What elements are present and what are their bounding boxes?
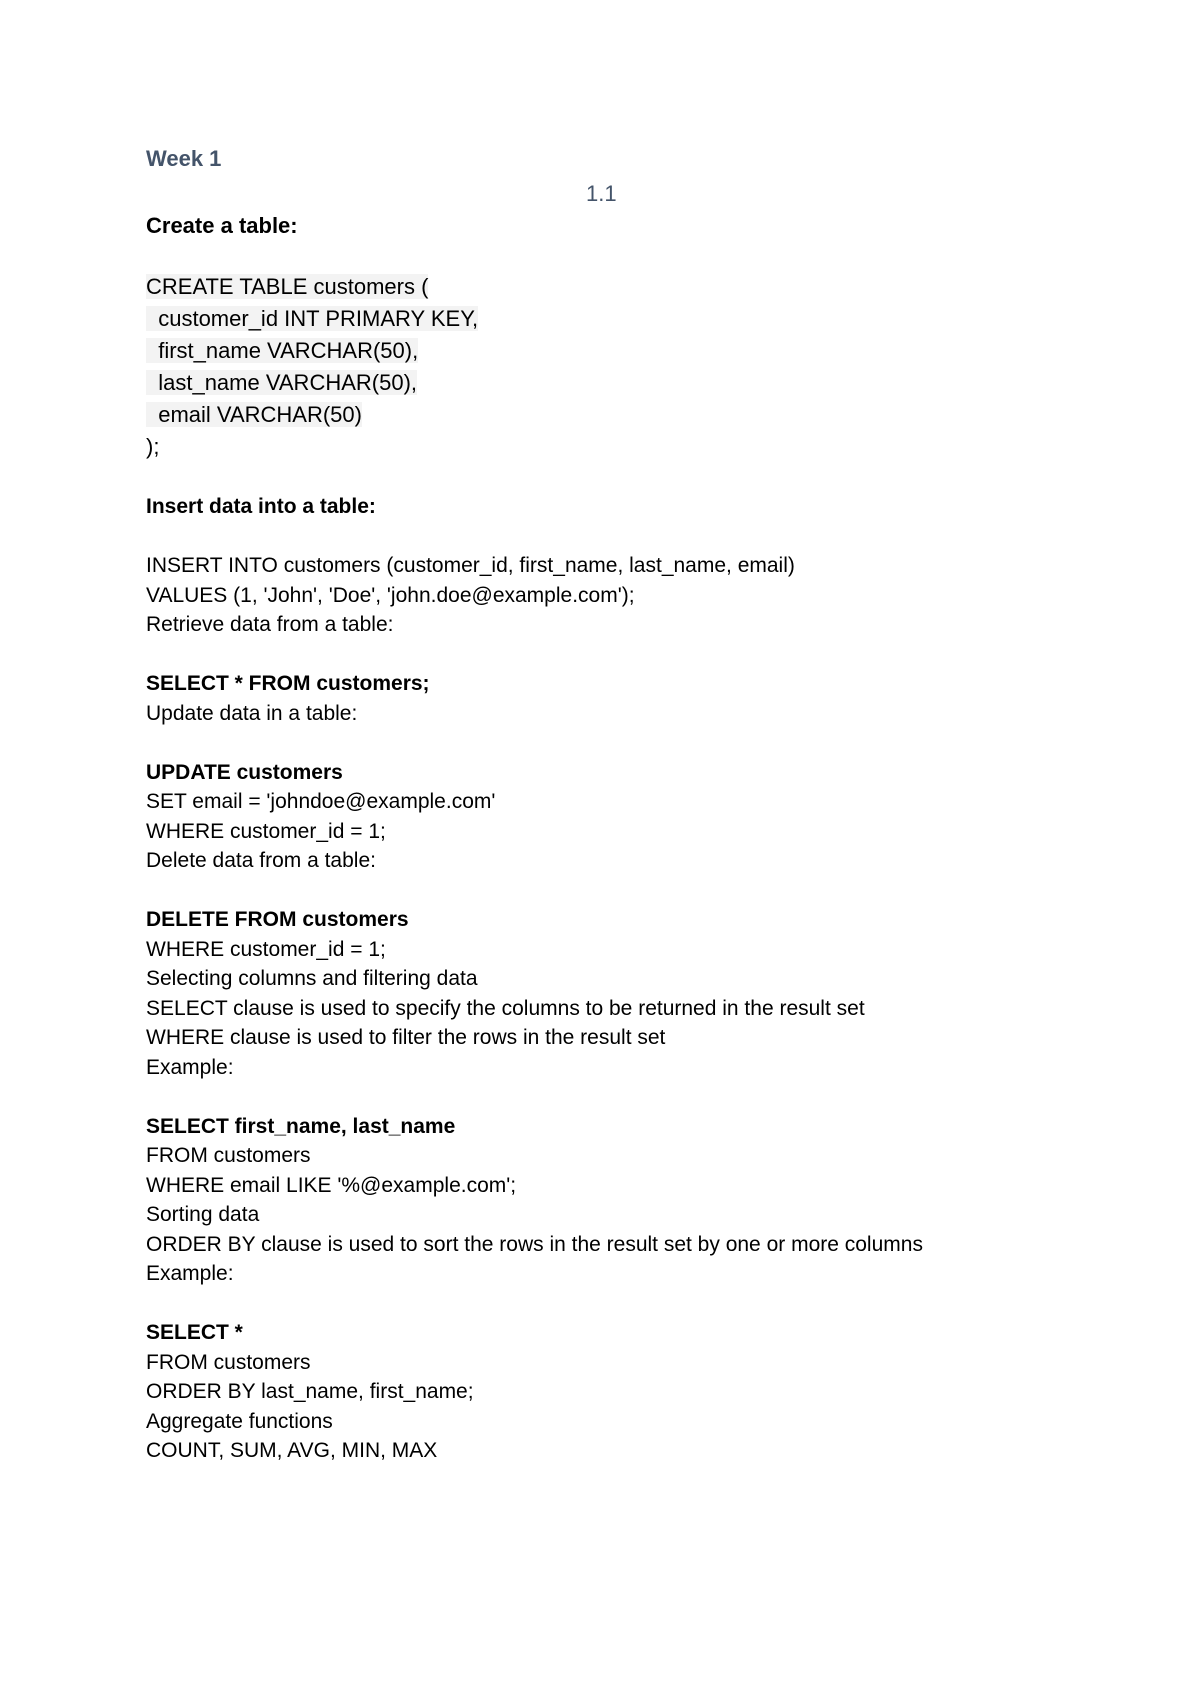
code-line: last_name VARCHAR(50), bbox=[146, 369, 418, 395]
update-statement: UPDATE customers bbox=[146, 760, 343, 784]
text-line: INSERT INTO customers (customer_id, first_name, last_name, email) bbox=[146, 554, 795, 577]
text-line: WHERE clause is used to filter the rows in the result set bbox=[146, 1026, 666, 1049]
text-line: Sorting data bbox=[146, 1203, 260, 1226]
text-line: Update data in a table: bbox=[146, 701, 358, 725]
text-line: ORDER BY last_name, first_name; bbox=[146, 1380, 474, 1403]
text-line: Aggregate functions bbox=[146, 1409, 333, 1433]
text-line: SELECT clause is used to specify the columns to be returned in the result set bbox=[146, 996, 865, 1020]
select-columns-statement: SELECT first_name, last_name bbox=[146, 1114, 456, 1138]
section-number: 1.1 bbox=[586, 181, 617, 206]
select-sort-statement: SELECT * bbox=[146, 1321, 243, 1344]
text-line: FROM customers bbox=[146, 1144, 311, 1167]
insert-data-heading: Insert data into a table: bbox=[146, 495, 376, 518]
code-line: ); bbox=[146, 433, 160, 459]
text-line: FROM customers bbox=[146, 1350, 311, 1374]
text-line: WHERE customer_id = 1; bbox=[146, 819, 386, 843]
select-all-statement: SELECT * FROM customers; bbox=[146, 672, 430, 695]
text-line: VALUES (1, 'John', 'Doe', 'john.doe@example.com'); bbox=[146, 583, 635, 607]
week-heading: Week 1 bbox=[146, 146, 222, 171]
code-line: CREATE TABLE customers ( bbox=[146, 273, 429, 299]
text-line: SET email = 'johndoe@example.com' bbox=[146, 790, 496, 813]
text-line: Retrieve data from a table: bbox=[146, 613, 394, 636]
document-body bbox=[146, 211, 1146, 1466]
code-line: customer_id INT PRIMARY KEY, bbox=[146, 305, 479, 331]
delete-statement: DELETE FROM customers bbox=[146, 908, 409, 931]
create-table-heading: Create a table: bbox=[146, 213, 298, 238]
text-line: Example: bbox=[146, 1262, 234, 1285]
text-line: Example: bbox=[146, 1055, 234, 1079]
text-line: ORDER BY clause is used to sort the rows in the result set by one or more columns bbox=[146, 1232, 923, 1256]
text-line: COUNT, SUM, AVG, MIN, MAX bbox=[146, 1439, 438, 1462]
code-line: email VARCHAR(50) bbox=[146, 401, 362, 427]
text-line: WHERE customer_id = 1; bbox=[146, 937, 386, 961]
text-line: Selecting columns and filtering data bbox=[146, 967, 478, 990]
text-line: Delete data from a table: bbox=[146, 849, 376, 872]
create-table-code-block bbox=[146, 271, 1146, 463]
text-line: WHERE email LIKE '%@example.com'; bbox=[146, 1173, 517, 1197]
code-line: first_name VARCHAR(50), bbox=[146, 337, 419, 363]
